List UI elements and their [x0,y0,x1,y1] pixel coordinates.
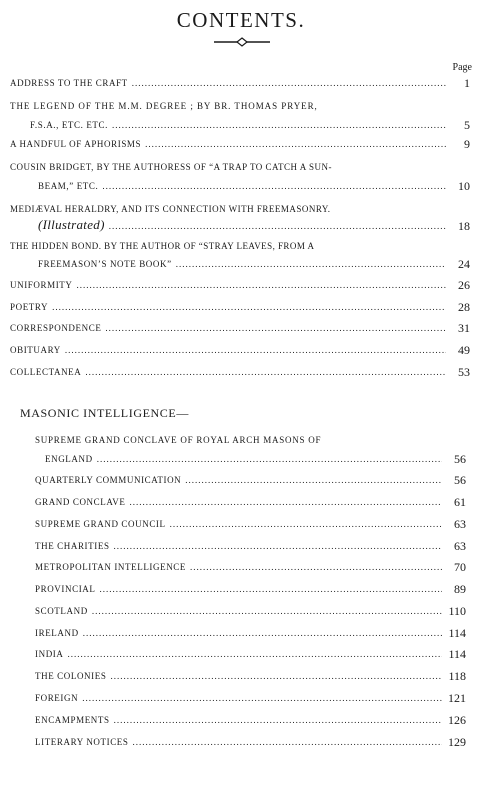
leader-dots [82,692,442,704]
toc-entry-foreign [35,692,466,704]
leader-dots [102,180,446,192]
leader-dots [190,561,442,573]
leader-dots [112,119,446,131]
leader-dots [109,220,446,232]
toc-entry-page: 31 [458,321,470,335]
toc-entry-page: 56 [454,452,466,466]
toc-entry-royal-arch [45,453,466,465]
toc-entry-poetry [10,301,470,313]
toc-entry-uniformity [10,279,470,291]
toc-entry-page: 114 [448,647,466,661]
toc-entry-label: SCOTLAND [35,606,88,616]
leader-dots [97,453,442,465]
toc-entry-label: A HANDFUL OF APHORISMS [10,139,142,149]
leader-dots [114,540,442,552]
toc-entry-label [38,219,105,232]
toc-entry-page: 129 [448,735,466,749]
leader-dots [145,138,446,150]
toc-entry-aphorisms [10,138,470,150]
toc-entry-page: 1 [464,76,470,90]
leader-dots [133,736,442,748]
leader-dots [105,322,446,334]
toc-entry-hidden-bond [38,258,470,270]
leader-dots [85,366,446,378]
toc-entry-cousin-bridget-line1: COUSIN BRIDGET, BY THE AUTHORESS OF “A TRAP TO CATCH A SUN- [10,162,333,172]
toc-entry-grand-conclave [35,496,466,508]
toc-entry-label: OBITUARY [10,345,61,355]
toc-entry-correspondence [10,322,470,334]
toc-entry-page: 63 [454,517,466,531]
toc-entry-label: POETRY [10,302,49,312]
toc-entry-heraldry [38,219,470,232]
toc-entry-scotland [35,605,466,617]
toc-entry-page: 5 [464,118,470,132]
leader-dots [65,344,446,356]
toc-entry-label: BEAM,” ETC. [38,181,99,191]
toc-entry-grand-council [35,518,466,530]
toc-entry-provincial [35,583,466,595]
toc-entry-label-italic: (Illustrated) [38,217,105,232]
toc-entry-royal-arch-line1: SUPREME GRAND CONCLAVE OF ROYAL ARCH MASONS OF [35,435,322,445]
toc-entry-page: 114 [448,626,466,640]
leader-dots [100,583,442,595]
toc-entry-page: 56 [454,473,466,487]
toc-entry-literary-notices [35,736,466,748]
toc-entry-label: FOREIGN [35,693,79,703]
toc-entry-page: 26 [458,278,470,292]
toc-entry-label: QUARTERLY COMMUNICATION [35,475,182,485]
toc-entry-page: 53 [458,365,470,379]
toc-entry-page: 61 [454,495,466,509]
toc-entry-page: 110 [448,604,466,618]
toc-entry-label: METROPOLITAN INTELLIGENCE [35,562,187,572]
toc-entry-india [35,648,466,660]
toc-entry-label: UNIFORMITY [10,280,73,290]
toc-entry-legend [30,119,470,131]
toc-entry-charities [35,540,466,552]
leader-dots [114,714,442,726]
toc-entry-page: 28 [458,300,470,314]
toc-entry-encampments [35,714,466,726]
toc-entry-label: INDIA [35,649,64,659]
leader-dots [170,518,442,530]
toc-entry-label: THE COLONIES [35,671,107,681]
toc-entry-heraldry-line1: MEDIÆVAL HERALDRY, AND ITS CONNECTION WITH FREEMASONRY. [10,204,331,214]
toc-entry-label: ENCAMPMENTS [35,715,110,725]
toc-entry-page: 89 [454,582,466,596]
toc-entry-page: 18 [458,219,470,233]
toc-entry-label: ADDRESS TO THE CRAFT [10,78,128,88]
toc-entry-label: COLLECTANEA [10,367,82,377]
leader-dots [176,258,446,270]
toc-entry-page: 118 [448,669,466,683]
toc-entry-colonies [35,670,466,682]
toc-entry-obituary [10,344,470,356]
toc-entry-label: FREEMASON’S NOTE BOOK” [38,259,172,269]
toc-entry-label: LITERARY NOTICES [35,737,129,747]
leader-dots [83,627,442,639]
leader-dots [68,648,443,660]
toc-entry-label: SUPREME GRAND COUNCIL [35,519,166,529]
section-heading: MASONIC INTELLIGENCE— [20,406,189,420]
toc-entry-page: 49 [458,343,470,357]
toc-entry-page: 24 [458,257,470,271]
toc-entry-quarterly [35,474,466,486]
leader-dots [110,670,442,682]
leader-dots [52,301,446,313]
toc-entry-page: 63 [454,539,466,553]
toc-entry-label: THE CHARITIES [35,541,110,551]
toc-entry-label: F.S.A., ETC. ETC. [30,120,108,130]
leader-dots [185,474,442,486]
toc-entry-label: GRAND CONCLAVE [35,497,126,507]
toc-entry-legend-line1: THE LEGEND OF THE M.M. DEGREE ; BY BR. THOMAS PRYER, [10,101,318,111]
ornament-rule-icon [214,36,270,48]
toc-entry-label: IRELAND [35,628,79,638]
toc-entry-label: CORRESPONDENCE [10,323,102,333]
toc-entry-page: 70 [454,560,466,574]
toc-entry-cousin-bridget [38,180,470,192]
toc-entry-hidden-bond-line1: THE HIDDEN BOND. BY THE AUTHOR OF “STRAY LEAVES, FROM A [10,241,315,251]
toc-entry-page: 126 [448,713,466,727]
toc-entry-label: PROVINCIAL [35,584,96,594]
toc-entry-page: 121 [448,691,466,705]
leader-dots [92,605,442,617]
toc-entry-collectanea [10,366,470,378]
toc-entry-metropolitan [35,561,466,573]
leader-dots [130,496,443,508]
leader-dots [77,279,446,291]
leader-dots [132,77,446,89]
toc-entry-ireland [35,627,466,639]
toc-entry-label: ENGLAND [45,454,93,464]
toc-entry-page: 10 [458,179,470,193]
page-title: CONTENTS. [176,8,306,32]
toc-entry-page: 9 [464,137,470,151]
toc-entry-address [10,77,470,89]
page-column-label: Page [452,62,472,73]
